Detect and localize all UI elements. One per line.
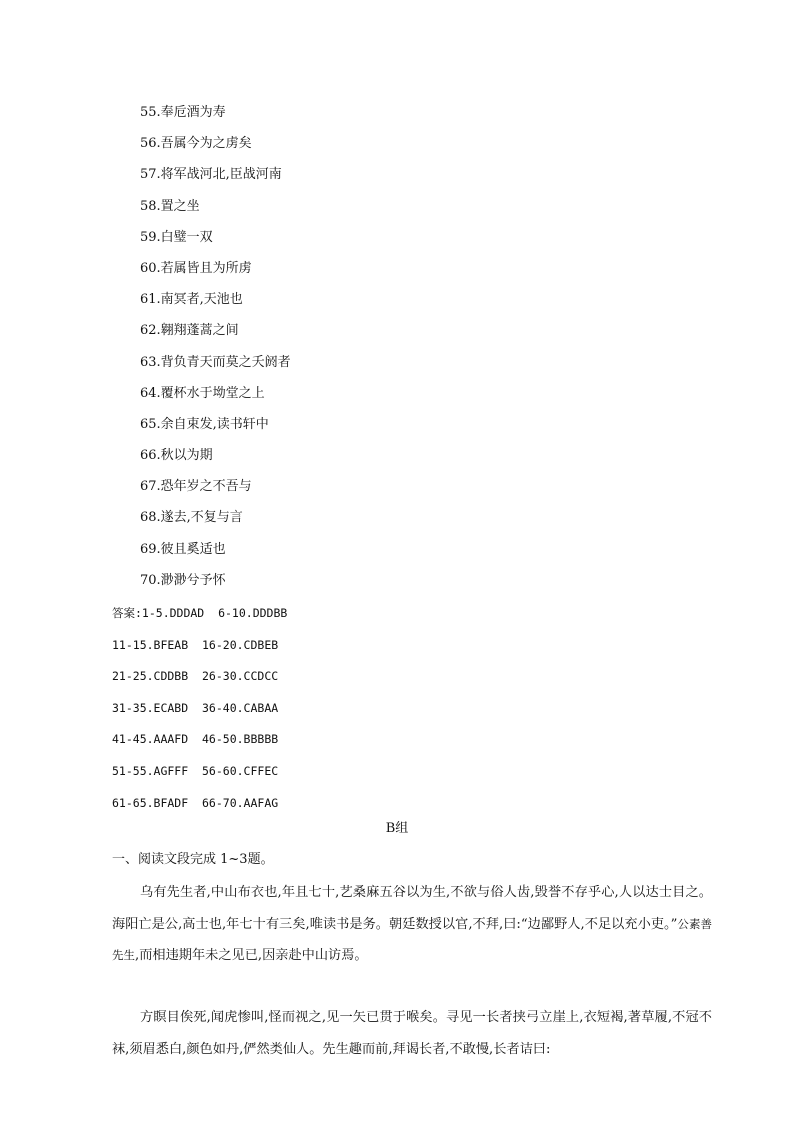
answer-row: 11-15.BFEAB 16-20.CDBEB <box>112 637 279 652</box>
answer-key <box>112 600 287 821</box>
passage-paragraph: 方瞑目俟死,闻虎惨叫,怪而视之,见一矢已贯于喉矣。寻见一长者挟弓立崖上,衣短褐,著草履,不冠不袜,须眉悉白,颜色如丹,俨然类仙人。先生趣而前,拜谒长者,不敢慢,长者诘曰: <box>112 1010 712 1057</box>
passage-text: 乌有先生者,中山布衣也,年且七十,艺桑麻五谷以为生,不欲与俗人齿,毁誉不存乎心,人以达士目之。海阳亡是公,高士也,年七十有三矣,唯读书是务。朝廷数授以官,不拜,曰:“边鄙野人,不足以充小吏。” <box>112 885 712 932</box>
list-item: 68.遂去,不复与言 <box>140 510 243 526</box>
list-item: 58.置之坐 <box>140 198 200 214</box>
list-item: 56.吾属今为之虏矣 <box>140 136 252 152</box>
list-item: 65.余自束发,读书轩中 <box>140 416 269 432</box>
list-item: 69.彼且奚适也 <box>140 541 226 557</box>
answer-row: 41-45.AAAFD 46-50.BBBBB <box>112 732 279 747</box>
question-prompt: 一、阅读文段完成 1~3题。 <box>112 852 274 867</box>
list-item: 57.将军战河北,臣战河南 <box>140 167 282 183</box>
list-item: 66.秋以为期 <box>140 448 213 464</box>
list-item: 70.渺渺兮予怀 <box>140 572 226 588</box>
list-item: 62.翱翔蓬蒿之间 <box>140 323 239 339</box>
list-item: 60.若属皆且为所虏 <box>140 260 252 276</box>
answer-row: 51-55.AGFFF 56-60.CFFEC <box>112 763 279 778</box>
section-heading: B组 <box>385 821 409 836</box>
answer-row: 答案:1-5.DDDAD 6-10.DDDBB <box>112 606 288 620</box>
passage-small-text: 公素善先生 <box>112 916 712 962</box>
list-item: 55.奉卮酒为寿 <box>140 105 226 120</box>
list-item: 59.白璧一双 <box>140 229 213 245</box>
answer-row: 61-65.BFADF 66-70.AAFAG <box>112 795 279 810</box>
list-item: 64.覆杯水于坳堂之上 <box>140 385 265 401</box>
passage-paragraph <box>112 877 712 972</box>
answer-row: 21-25.CDDBB 26-30.CCDCC <box>112 669 279 684</box>
list-item: 63.背负青天而莫之夭阏者 <box>140 354 291 370</box>
vocabulary-list <box>140 100 291 599</box>
list-item: 67.恐年岁之不吾与 <box>140 479 252 495</box>
list-item: 61.南冥者,天池也 <box>140 292 243 308</box>
passage-text-tail: ,而相违期年未之见已,因亲赴中山访焉。 <box>135 948 368 963</box>
answer-row: 31-35.ECABD 36-40.CABAA <box>112 700 279 715</box>
